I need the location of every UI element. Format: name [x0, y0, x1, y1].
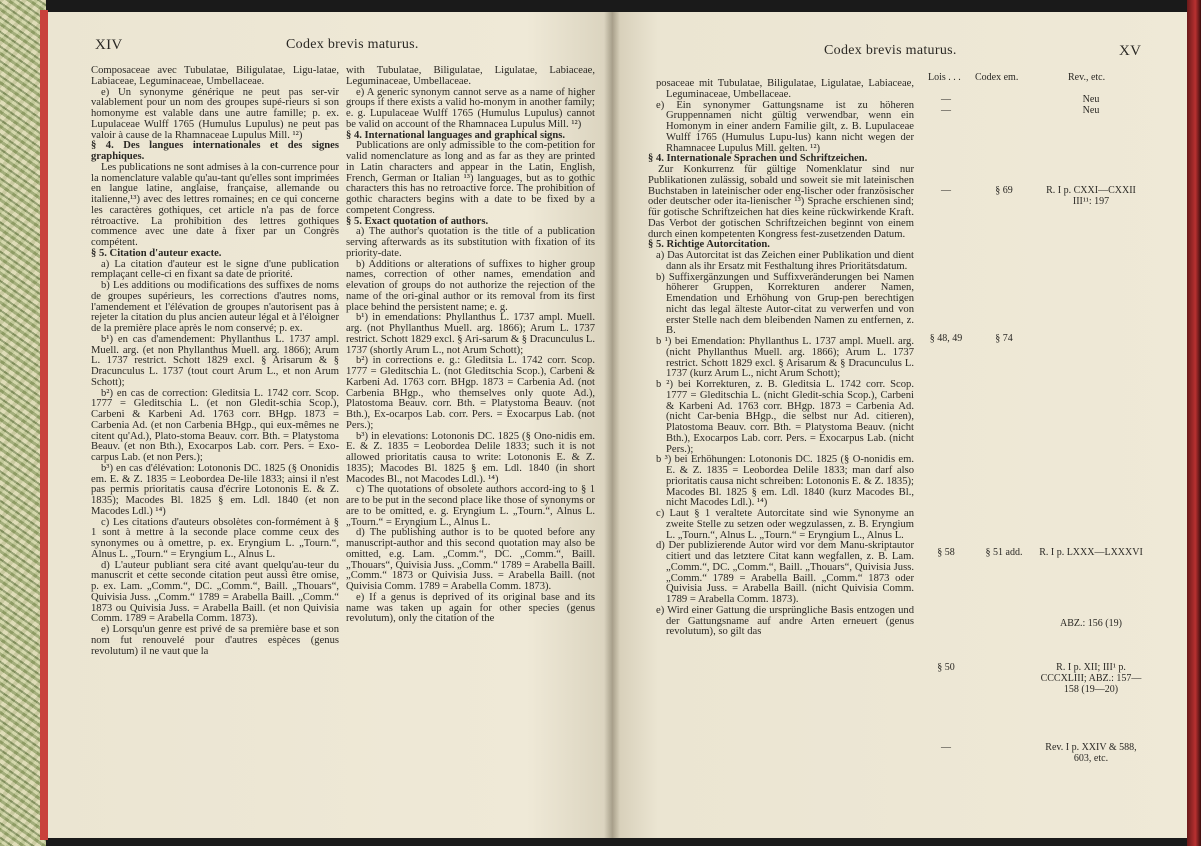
margin-codex-cell: § 51 add. [985, 547, 1023, 558]
french-paragraph: b¹) en cas d'amendement: Phyllanthus L. 1737 ampl. Muell. arg. (et non Phyllanthus Muell. arg. 1866); Arum L. 1737 restrict. Schott 1829 excl. § Arisarum & § Dracunculus L. 1737 (tout court Arum L., et non Arum Schott); [91, 333, 339, 388]
german-paragraph: c) Laut § 1 veraltete Autorcitate sind wie Synonyme an zweite Stelle zu setzen oder wegzulassen, z. B. Eryngium L. „Tourn.“, Alnus L. „Tourn.“ = Eryngium L., Alnus L. [656, 508, 914, 541]
english-paragraph: b) Additions or alterations of suffixes to higher group names, correction of other names, emendation and elevation of groups do not authorize the rejection of the name of the ori-ginal author or its removal from its first place behind the persistent name; e. g. [346, 258, 595, 313]
french-paragraph: Composaceae avec Tubulatae, Biligulatae, Ligu-latae, Labiaceae, Leguminaceae, Umbellaceae. [91, 65, 339, 87]
german-paragraph: e) Ein synonymer Gattungsname ist zu höheren Gruppennamen nicht gültig verwendbar, wenn ein Homonym in einer andern Familie gilt, z. B. Lupulaceae Wulff 1765 (Humulus Lupu-lus) kann nicht wegen der Rhamnacee Lupulus Mill. gelten. ¹²) [656, 99, 914, 154]
right-running-title: Codex brevis maturus. [824, 43, 957, 58]
margin-rev-cell: Rev. I p. XXIV & 588, 603, etc. [1045, 742, 1137, 764]
margin-lois-cell: § 58 [937, 547, 955, 558]
margin-header-codex: Codex em. [975, 72, 1019, 83]
margin-lois-cell: — [941, 185, 951, 196]
german-paragraph: b ¹) bei Emendation: Phyllanthus L. 1737 ampl. Muell. arg. (nicht Phyllanthus Muell. arg. 1866); Arum L. 1737 restrict. Schott 1829 excl. § Arisarum & § Dracunculus L. 1737 (kurz Arum L., nicht Arum Schott); [656, 336, 914, 380]
german-paragraph: b) Suffixergänzungen und Suffixveränderungen bei Namen höherer Gruppen, Korrekturen anderer Namen, Emendation und Erhöhung von Grup-pen berechtigen nicht das legal älteste Autor-citat zu verwerfen und von erster Stelle nach dem bleibenden Namen zu entfernen, z. B. [656, 271, 914, 337]
margin-rev-cell: Neu [1082, 105, 1100, 116]
french-paragraph: b³) en cas d'élévation: Lotononis DC. 1825 (§ Ononidis em. E. & Z. 1835 = Leobordea De-lile 1833; ainsi il n'est pas permis prioritatis causa d'écrire Lotononis E. & Z. 1835); Macodes Bl. 1825 § em. Ldl. 1840 (et non Macodes Ldl.) ¹⁴) [91, 462, 339, 517]
german-paragraph: b ²) bei Korrekturen, z. B. Gleditsia L. 1742 corr. Scop. 1777 = Gleditschia L. (nicht Gledit-schia Scop.), Carbeni & Karbeni Ad. 1763 corr. BHgp. 1873 = Carbenia Ad. (nicht Car-benia BHgp., die selbst nur Ad. citieren), Platostoma Beauv. corr. Bth. = Platystoma Beauv. (nicht Bth.), Exocarpos Lab. corr. Pers. = Exocarpus Lab. (nicht Pers.); [656, 379, 914, 455]
english-column [346, 66, 595, 836]
margin-header-rev: Rev., etc. [1068, 72, 1106, 83]
english-paragraph: b¹) in emendations: Phyllanthus L. 1737 ampl. Muell. arg. (not Phyllanthus Muell. arg. 1866); Arum L. 1737 restrict. Schott 1829 excl. § Ari-sarum & § Dracunculus L. 1737 (shortly Arum L., not Arum Schott); [346, 312, 595, 356]
left-page-number: XIV [95, 37, 123, 53]
french-paragraph: Les publications ne sont admises à la con-currence pour la nomenclature valable qu'au-tant qu'elles sont imprimées en langue latine, anglaise, française, allemande ou italienne,¹³) avec des lettres romaines; en ce qui concerne les caractères gothiques, cet article n'a pas de force rétroactive. La prohibition des lettres gothiques commence avec une date à fixer par un Congrès compétent. [91, 161, 339, 248]
english-paragraph: Publications are only admissible to the com-petition for valid nomenclature as long and as far as they are printed in Latin characters and appear in the Latin, English, French, German or Italian ¹³) languages, but as to gothic characters this has no retroactive force. The prohibition of gothic characters begins with a date to be fixed by a competent Congress. [346, 140, 595, 216]
margin-header-lois: Lois . . . [928, 72, 961, 83]
english-paragraph: with Tubulatae, Biligulatae, Ligulatae, Labiaceae, Leguminaceae, Umbellaceae. [346, 65, 595, 87]
margin-rev-cell: Neu [1082, 94, 1100, 105]
french-paragraph: b²) en cas de correction: Gleditsia L. 1742 corr. Scop. 1777 = Gleditschia L. (et non Gledit-schia Scop.), Carbeni & Karbeni Ad. 1763 corr. BHgp. 1873 = Carbenia Ad. (et non Carbenia BHgp., qui eux-mêmes ne citent qu'Ad.), Plato-stoma Beauv. corr. Bth. = Platystoma Beauv. (et non Bth.), Exocarpos Lab. corr. Pers. = Exo-carpus Lab. (et non Pers.); [91, 387, 339, 463]
german-heading: § 5. Richtige Autorcitation. [648, 239, 770, 251]
english-paragraph: a) The author's quotation is the title of a publication serving afterwards as its substitution with fixation of its priority-date. [346, 226, 595, 259]
french-column [91, 66, 339, 836]
red-book-edge [1187, 0, 1201, 846]
english-paragraph: e) A generic synonym cannot serve as a name of higher groups if there exists a valid ho-monym in another family; e. g. Lupulaceae Wulff 1765 (Humulus Lupulus) cannot be valid on account of the Rhamnacea Lupulus Mill. ¹²) [346, 86, 595, 130]
english-paragraph: b²) in corrections e. g.: Gleditsia L. 1742 corr. Scop. 1777 = Gleditschia L. (not Gleditschia Scop.), Carbeni & Karbeni Ad. 1763 corr. BHgp. 1873 = Carbenia Ad. (not Carbenia BHgp., who themselves only quote Ad.), Platostoma Beauv. corr. Bth. = Platystoma Beauv. (not Bth.), Ex-ocarpos Lab. corr. Pers. = Exocarpus Lab. (not Pers.); [346, 355, 595, 431]
french-paragraph: c) Les citations d'auteurs obsolètes con-formément à § 1 sont à mettre à la seconde place comme ceux des synonymes ou à omettre, p. ex. Eryngium L. „Tourn.“, Alnus L. „Tourn.“ = Eryngium L., Alnus L. [91, 516, 339, 560]
left-running-title: Codex brevis maturus. [286, 37, 419, 52]
red-page-edge [40, 10, 48, 840]
french-paragraph: d) L'auteur publiant sera cité avant quelqu'au-teur du manuscrit et cette seconde citation peut aussi être omise, p. ex. Lam. „Comm.“, DC. „Comm.“, Baill. „Thouars“, Quivisia Juss. „Comm.“ 1789 = Arabella Baill. „Comm.“ 1873 ou Quivisia Juss. = Arabella Baill. (et non Quivisia Comm. 1789 = Arabella Comm. 1873). [91, 559, 339, 625]
margin-rev-cell: R. I p. LXXX—LXXXVI [1039, 547, 1143, 558]
english-heading: § 4. International languages and graphical signs. [346, 129, 565, 141]
german-paragraph: Zur Konkurrenz für gültige Nomenklatur sind nur Publikationen zulässig, sobald und soweit sie mit lateinischen Buchstaben in lateinischer oder eng-lischer oder französischer oder deutscher oder ita-lienischer ¹³) Sprache erschienen sind; für gotische Schriftzeichen hat dies keine rückwirkende Kraft. Das Verbot der gotischen Schriftzeichen beginnt von einem durch einen kompetenten Kongress fest-zusetzenden Datum. [648, 164, 914, 240]
french-heading: § 5. Citation d'auteur exacte. [91, 247, 222, 259]
french-paragraph: e) Lorsqu'un genre est privé de sa première base et son nom fut renouvelé pour d'autres espèces (genus revolutum) il ne vaut que la [91, 624, 339, 657]
german-heading: § 4. Internationale Sprachen und Schriftzeichen. [648, 153, 868, 165]
english-paragraph: d) The publishing author is to be quoted before any manuscript-author and this second quotation may also be omitted, e.g. Lam. „Comm.“, DC. „Comm.“, Baill. „Thouars“, Quivisia Juss. „Comm.“ 1789 = Arabella Baill. „Comm.“ 1873 or Quivisia Juss. = Arabella Baill. (not Quivisia Comm. 1789 = Arabella Comm. 1873). [346, 527, 595, 592]
margin-lois-cell: — [941, 742, 951, 753]
french-heading: § 4. Des langues internationales et des signes graphiques. [91, 140, 339, 162]
margin-rev-cell: R. I p. CXXI—CXXII III¹¹: 197 [1046, 185, 1136, 207]
english-heading: § 5. Exact quotation of authors. [346, 215, 489, 227]
book-gutter [604, 12, 620, 838]
english-paragraph: b³) in elevations: Lotononis DC. 1825 (§ Ono-nidis em. E. & Z. 1835 = Leobordea Delile 1833; such it is not allowed prioritatis causa to write: Lotononis E. & Z. 1835); Macodes Bl. 1825 § em. Ldl. 1840 (in short Macodes Bl., not Macodes Ldl.). ¹⁴) [346, 430, 595, 485]
margin-rev-cell: R. I p. XII; III¹ p. CCCXLIII; ABZ.: 157—158 (19—20) [1040, 662, 1142, 695]
margin-codex-cell: § 69 [995, 185, 1013, 196]
french-paragraph: e) Un synonyme générique ne peut pas ser-vir valablement pour un nom des groupes supé-rieurs si son homonyme est valable dans une autre famille; p. ex. Lupulaceae Wulff 1765 (Humulus Lupulus) ne peut pas valoir à cause de la Rhamnaceae Lupulus Mill. ¹²) [91, 86, 339, 141]
margin-codex-cell: § 74 [995, 333, 1013, 344]
margin-lois-cell: — [941, 94, 951, 105]
german-paragraph: a) Das Autorcitat ist das Zeichen einer Publikation und dient dann als ihr Ersatz mit Festhaltung ihres Prioritätsdatum. [656, 250, 914, 272]
margin-lois-cell: — [941, 105, 951, 116]
margin-rev-cell: ABZ.: 156 (19) [1060, 618, 1122, 629]
english-paragraph: e) If a genus is deprived of its original base and its name was taken up again for other species (genus revolutum), only the citation of the [346, 591, 595, 625]
english-paragraph: c) The quotations of obsolete authors accord-ing to § 1 are to be put in the second place like those of synonyms or are to be omitted, e. g. Eryngium L. „Tourn.“, Alnus L. „Tourn.“ = Eryngium L., Alnus L. [346, 484, 595, 528]
german-paragraph: d) Der publizierende Autor wird vor dem Manu-skriptautor citiert und das letztere Citat kann wegfallen, z. B. Lam. „Comm.“, DC. „Comm.“, Baill. „Thouars“, Quivisia Juss. „Comm.“ 1789 = Arabella Baill. „Comm.“ 1873 oder Quivisia Juss. = Arabella Baill. (nicht Quivisia Comm. 1789 = Arabella Comm. 1873). [656, 540, 914, 605]
french-paragraph: b) Les additions ou modifications des suffixes de noms de groupes supérieurs, les corrections d'autres noms, l'amendement et l'élévation de groupes n'autorisent pas à rejeter la citation du plus ancien auteur légal et à l'éloigner de la première place après le nom conservé; p. ex. [91, 280, 339, 334]
margin-lois-cell: § 48, 49 [929, 333, 963, 344]
german-paragraph: e) Wird einer Gattung die ursprüngliche Basis entzogen und der Gattungsname auf andre Arten erneuert (genus revolutum), so gilt das [656, 604, 914, 638]
margin-lois-cell: § 50 [937, 662, 955, 673]
french-paragraph: a) La citation d'auteur est le signe d'une publication remplaçant celle-ci en fixant sa date de priorité. [91, 258, 339, 281]
right-page-number: XV [1119, 43, 1142, 59]
german-column [648, 79, 914, 829]
german-paragraph: b ³) bei Erhöhungen: Lotononis DC. 1825 (§ O-nonidis em. E. & Z. 1835 = Leobordea Delile 1833; man darf also prioritatis causa nicht schreiben: Lotononis E. & Z. 1835); Macodes Bl. 1825 § em. Ldl. 1840 (kurz Macodes Bl., nicht Macodes Ldl.). ¹⁴) [656, 454, 914, 509]
german-paragraph: posaceae mit Tubulatae, Biligulatae, Ligulatae, Labiaceae, Leguminaceae, Umbellaceae. [656, 78, 914, 100]
